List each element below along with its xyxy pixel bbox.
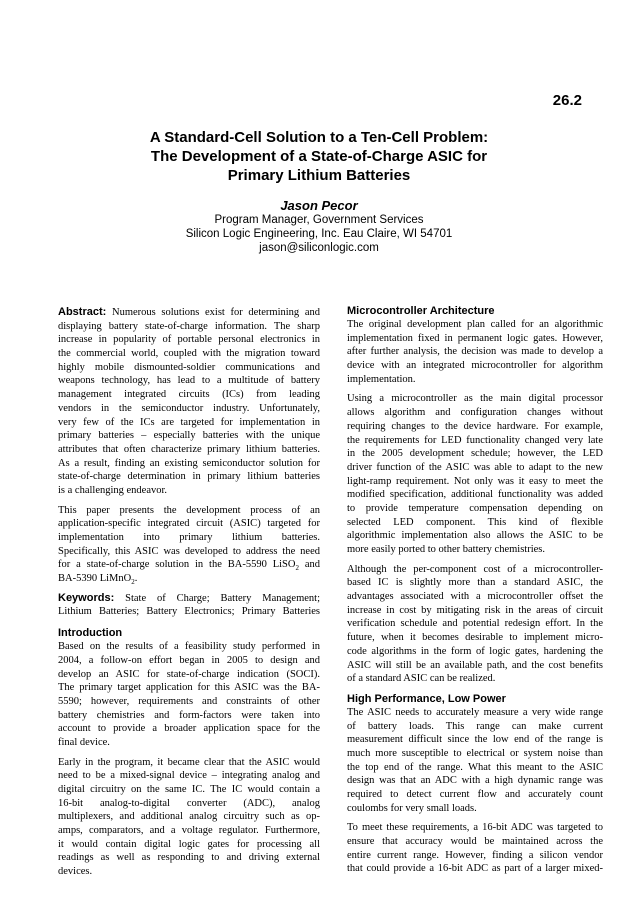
introduction-section: Introduction Based on the results of a feasibility study performed in 2004, a follow-on effort began in 2005 to design and develop an ASIC for state-of-charge indication (SOCI). The primary target application for this ASIC was the BA- 5590; however, requirements and constraints of other battery chemistries and form-factors were taken into account to provide a broader application space for the final device.: [58, 627, 320, 748]
author-position: Program Manager, Government Services: [214, 214, 424, 226]
section-number: 26.2: [552, 92, 582, 109]
high-performance-section: High Performance, Low Power The ASIC needs to accurately measure a very wide range of battery loads. This range can make current measurement difficult since the low end of the range is much more susceptible to electrical or system noise than the top end of the range. What this meant to the ASIC design was that an ADC with a high dynamic range was required to detect current flow and accurately count coulombs for very small loads.: [347, 692, 603, 814]
abstract-label: Abstract:: [58, 306, 107, 318]
abstract: Abstract: Numerous solutions exist for determining and displaying battery state-of-charge information. The sharp increase in popularity of portable personal electronics in the commercial world, coupled with the migration toward highly mobile dismounted-soldier communications and weapons technology, has lead to a multitude of battery management integrated circuits (ICs) from leading vendors in the semiconductor industry. Unfortunately, very few of the ICs are targeted for implementation in primary batteries – especially batteries with the unique attributes that often characterize primary lithium batteries. As a result, finding an existing semiconductor solution for state-of-charge determination in primary lithium batteries is a challenging endeavor.: [58, 306, 320, 496]
title-line-1: A Standard-Cell Solution to a Ten-Cell Problem:: [149, 129, 489, 146]
section-heading: Microcontroller Architecture: [347, 305, 495, 317]
section-heading: High Performance, Low Power: [347, 692, 506, 705]
right-column: [347, 304, 603, 876]
paragraph: This paper presents the development process of an application-specific integrated circuit (ASIC) targeted for implementation into primary lithium batteries. Specifically, this ASIC was developed to address the need for a state-of-charge solution in the BA-5590 LiSO$_2$ and BA-5390 LiMnO$_2$.: [58, 504, 320, 586]
keywords-label: Keywords:: [58, 591, 115, 604]
microcontroller-section: Microcontroller Architecture The original development plan called for an algorithmic implementation fixed in permanent logic gates. However, after further analysis, the decision was made to develop a device with an integrated microcontroller for algorithm implementation.: [347, 305, 603, 385]
paragraph: Early in the program, it became clear that the ASIC would need to be a mixed-signal device – integrating analog and digital circuitry on the same IC. The IC would contain a 16-bit analog-to-digital converter (ADC), analog multiplexers, and additional analog circuitry such as op- amps, comparators, and a voltage regulator. Furthermore, it would contain digital logic gates for processing all readings as well as responding to and driving external devices.: [58, 756, 320, 878]
keywords: Keywords: State of Charge; Battery Management; Lithium Batteries; Battery Electronics; Primary Batteries: [58, 591, 320, 618]
section-heading: Introduction: [58, 627, 123, 640]
author-organization: Silicon Logic Engineering, Inc. Eau Claire, WI 54701: [185, 228, 453, 240]
title-line-3: Primary Lithium Batteries: [227, 167, 411, 184]
title-line-2: The Development of a State-of-Charge ASIC for: [150, 148, 488, 165]
author-email: jason@siliconlogic.com: [259, 242, 379, 254]
paragraph: To meet these requirements, a 16-bit ADC was targeted to ensure that accuracy would be maintained across the entire current range. However, finding a silicon vendor that could provide a 16-bit ADC as part of a larger mixed-: [347, 822, 603, 875]
paragraph: Although the per-component cost of a microcontroller- based IC is slightly more than a standard ASIC, the advantages associated with a microcontroller offset the increase in cost by mitigating risk in the areas of circuit verification schedule and potential redesign effort. In the future, when it becomes desirable to implement micro- code algorithms in the form of logic gates, hardening the ASIC will still be an available path, and the cost benefits of a standard ASIC can be realized.: [347, 563, 603, 685]
paragraph: Using a microcontroller as the main digital processor allows algorithm and configuration changes without requiring changes to the device hardware. For example, the requirements for LED functionality changed very late in the 2005 development schedule; however, the LED driver function of the ASIC was able to adapt to the new light-ramp requirement. Not only was it easy to meet the modified specification, additional functionality was added to provide temperature compensation depending on selected LED component. This kind of flexible algorithmic implementation also allows the ASIC to be more easily ported to other battery chemistries.: [347, 393, 603, 555]
left-column: [58, 306, 320, 879]
author-name: Jason Pecor: [280, 198, 358, 213]
